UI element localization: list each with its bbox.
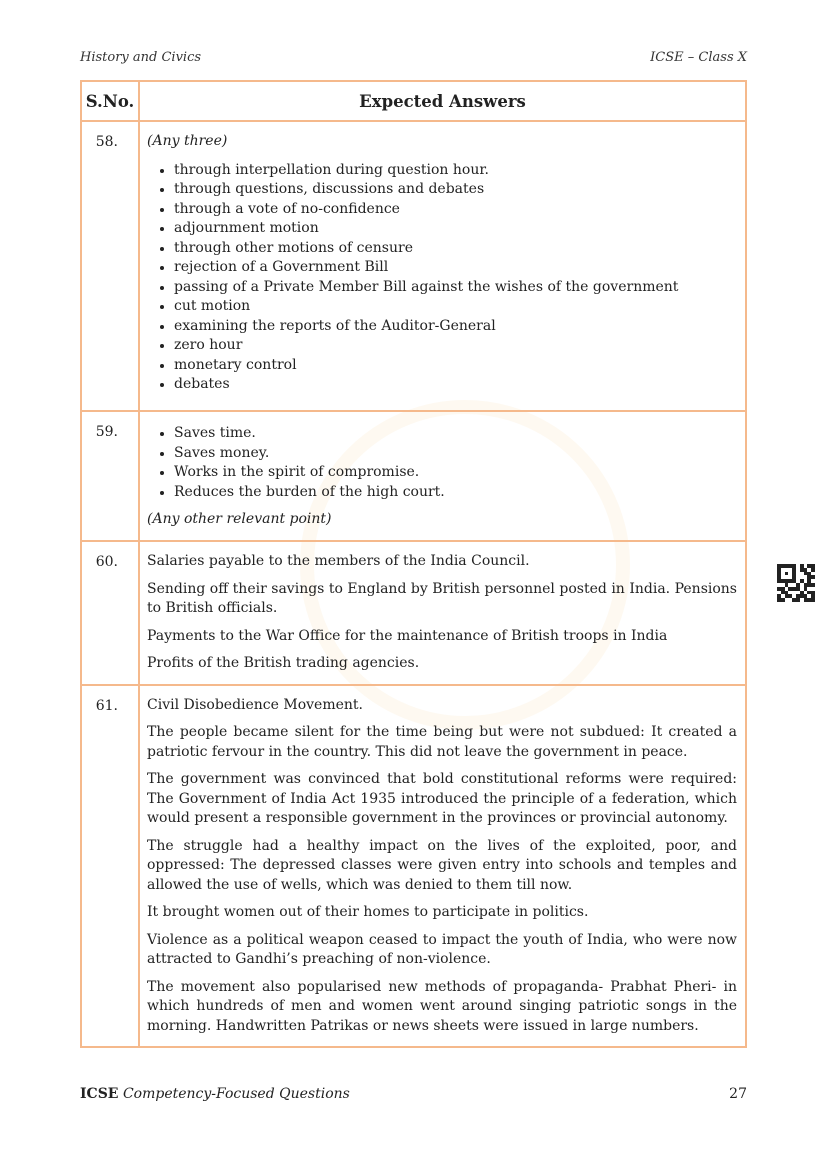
list-item: • cut motion <box>174 297 737 317</box>
table-header-row <box>81 81 746 121</box>
answer-cell <box>139 121 746 411</box>
answer-paragraph: Civil Disobedience Movement. <box>147 696 363 713</box>
list-item: • adjournment motion <box>174 219 737 239</box>
answer-cell <box>139 685 746 1048</box>
answer-paragraph: The struggle had a healthy impact on the lives of the exploited, poor, and oppressed: The depressed classes were given entry into schools and temples and allowed the use of wells, which was denied to them till now. <box>147 837 737 893</box>
list-item: • through a vote of no-confidence <box>174 200 737 220</box>
qr-code-icon[interactable] <box>777 564 815 602</box>
answer-note: (Any three) <box>147 133 228 149</box>
answer-paragraph: Payments to the War Office for the maintenance of British troops in India <box>147 627 668 644</box>
answer-cell <box>139 541 746 685</box>
header-subject: History and Civics <box>80 50 202 65</box>
page-footer <box>80 1086 747 1102</box>
list-item: • debates <box>174 375 737 395</box>
answer-note: (Any other relevant point) <box>147 511 332 527</box>
list-item: • Works in the spirit of compromise. <box>174 463 737 483</box>
table-row <box>81 411 746 541</box>
list-item: • zero hour <box>174 336 737 356</box>
row-number: 59. <box>81 411 139 541</box>
row-number: 61. <box>81 685 139 1048</box>
list-item: • Reduces the burden of the high court. <box>174 483 737 503</box>
list-item: • through other motions of censure <box>174 239 737 259</box>
table-row <box>81 685 746 1048</box>
list-item: • monetary control <box>174 356 737 376</box>
bullet-list <box>147 424 737 502</box>
page-header <box>80 50 747 65</box>
list-item: • through interpellation during question hour. <box>174 161 737 181</box>
col-header-answers: Expected Answers <box>139 81 746 121</box>
answer-paragraph: It brought women out of their homes to participate in politics. <box>147 904 589 920</box>
list-item: • Saves money. <box>174 444 737 464</box>
answer-paragraph: The government was convinced that bold constitutional reforms were required: The Government of India Act 1935 introduced the principle of a federation, which would present a responsible government in the provinces or provincial autonomy. <box>147 771 737 826</box>
answer-paragraph: The people became silent for the time being but were not subdued: It created a patriotic fervour in the country. This did not leave the government in peace. <box>147 724 737 760</box>
table-row <box>81 541 746 685</box>
footer-subtitle: Competency-Focused Questions <box>122 1086 350 1102</box>
list-item: • rejection of a Government Bill <box>174 258 737 278</box>
answer-cell <box>139 411 746 541</box>
answer-paragraph: Sending off their savings to England by British personnel posted in India. Pensions to British officials. <box>147 580 737 616</box>
list-item: • examining the reports of the Auditor-General <box>174 317 737 337</box>
row-number: 58. <box>81 121 139 411</box>
row-number: 60. <box>81 541 139 685</box>
list-item: • through questions, discussions and debates <box>174 180 737 200</box>
table-row <box>81 121 746 411</box>
list-item: • passing of a Private Member Bill against the wishes of the government <box>174 278 737 298</box>
page-number: 27 <box>729 1086 747 1102</box>
bullet-list <box>147 161 737 395</box>
answers-table <box>80 80 747 1048</box>
list-item: • Saves time. <box>174 424 737 444</box>
answer-paragraph: Salaries payable to the members of the India Council. <box>147 553 530 569</box>
header-class: ICSE – Class X <box>650 50 747 65</box>
answer-paragraph: The movement also popularised new methods of propaganda- Prabhat Pheri- in which hundreds of men and women went around singing patriotic songs in the morning. Handwritten Patrikas or news sheets were issued in large numbers. <box>147 978 737 1034</box>
answer-paragraph: Violence as a political weapon ceased to impact the youth of India, who were now attracted to Gandhi’s preaching of non-violence. <box>147 931 737 967</box>
footer-brand: ICSE <box>80 1086 119 1102</box>
answer-paragraph: Profits of the British trading agencies. <box>147 655 420 671</box>
col-header-sno: S.No. <box>81 81 139 121</box>
